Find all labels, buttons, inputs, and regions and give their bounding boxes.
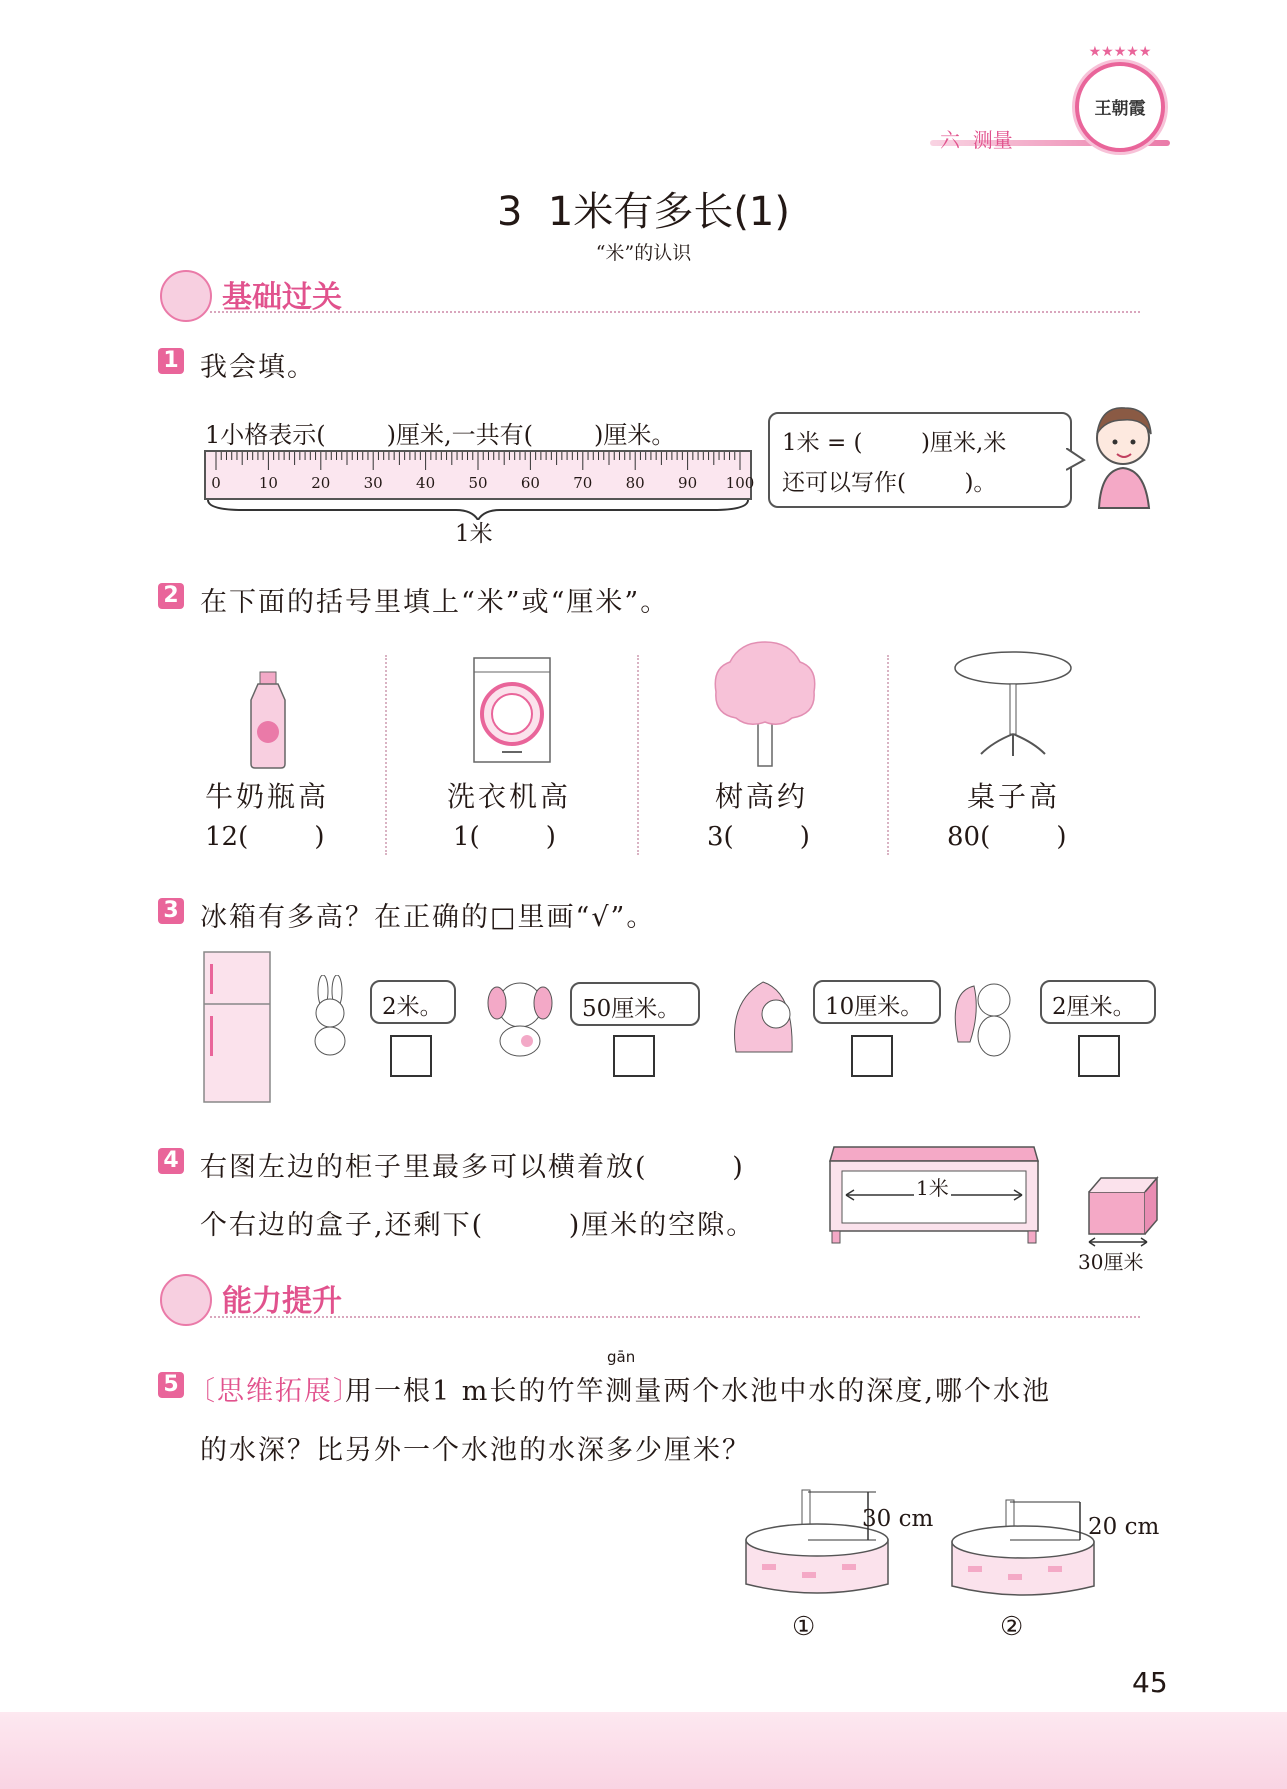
question-5-line-2: 的水深？比另外一个水池的水深多少厘米？	[200, 1435, 751, 1466]
bubble-line-2: 还可以写作( )。	[782, 470, 997, 496]
section-title-advanced: 能力提升	[222, 1284, 342, 1319]
ruler-tick-label: 0	[211, 474, 221, 492]
option-text-4: 2厘米。	[1052, 994, 1136, 1020]
ruler-tick-label: 80	[625, 474, 645, 492]
ruler	[204, 450, 755, 500]
item-label-milk: 牛奶瓶高	[205, 780, 330, 813]
thinking-extension-tag: 〔思维拓展〕	[188, 1376, 362, 1407]
item-value-milk: 12( )	[205, 822, 325, 852]
answer-checkbox-2[interactable]	[613, 1035, 655, 1077]
washing-machine-icon	[472, 656, 552, 766]
brace-label: 1米	[455, 521, 493, 547]
ruler-tick-label: 20	[311, 474, 331, 492]
speech-bubble	[768, 412, 1072, 508]
pool-1-label: ①	[792, 1612, 816, 1642]
ruler-tick-label: 60	[520, 474, 540, 492]
pool-2-label: ②	[1000, 1612, 1024, 1642]
box-icon	[1087, 1172, 1159, 1242]
item-label-washer: 洗衣机高	[447, 780, 572, 813]
squirrel-icon	[950, 972, 1022, 1062]
table-icon	[953, 650, 1073, 760]
ruler-tick-label: 70	[573, 474, 593, 492]
page-subtitle: “米”的认识	[595, 242, 692, 264]
answer-checkbox-1[interactable]	[390, 1035, 432, 1077]
logo-text: 王朝霞	[1094, 99, 1146, 119]
option-bubble-1	[370, 980, 456, 1024]
item-divider	[385, 655, 387, 855]
question-1-prompt: 我会填。	[200, 352, 316, 383]
unit-label: 六 测量	[940, 128, 1013, 152]
tree-icon	[710, 638, 820, 768]
answer-checkbox-4[interactable]	[1078, 1035, 1120, 1077]
item-label-table: 桌子高	[967, 780, 1061, 813]
option-bubble-2	[570, 982, 700, 1026]
option-text-2: 50厘米。	[582, 996, 681, 1022]
brand-logo	[1075, 44, 1165, 152]
ruler-tick-label: 100	[725, 474, 755, 492]
section-icon-basic	[160, 270, 212, 322]
rabbit-icon	[305, 975, 355, 1057]
ruler-tick-label: 30	[363, 474, 383, 492]
footer-band	[0, 1712, 1287, 1789]
option-bubble-4	[1040, 980, 1156, 1024]
section-divider	[210, 1316, 1140, 1318]
question-5-line-1: 用一根1 m长的竹竿测量两个水池中水的深度,哪个水池	[345, 1376, 1051, 1407]
option-bubble-3	[813, 980, 941, 1024]
item-value-tree: 3( )	[707, 822, 810, 852]
section-title-basic: 基础过关	[222, 280, 342, 315]
page-title: 3 1米有多长(1)	[497, 189, 790, 235]
option-text-1: 2米。	[382, 994, 443, 1020]
question-number-2: 2	[158, 583, 184, 609]
question-4-line-2: 个右边的盒子,还剩下( )厘米的空隙。	[200, 1210, 756, 1241]
bubble-line-1: 1米 = ( )厘米,米	[782, 430, 1007, 456]
question-number-3: 3	[158, 898, 184, 924]
pool-2-measurement: 20 cm	[1088, 1514, 1160, 1540]
ruler-caption: 1小格表示( )厘米,一共有( )厘米。	[205, 421, 676, 449]
answer-checkbox-3[interactable]	[851, 1035, 893, 1077]
question-number-5: 5	[158, 1372, 184, 1398]
item-value-washer: 1( )	[453, 822, 556, 852]
item-divider	[887, 655, 889, 855]
fridge-icon	[202, 950, 272, 1105]
box-width-label: 30厘米	[1078, 1250, 1144, 1274]
hedgehog-icon	[728, 972, 798, 1060]
section-divider	[210, 311, 1140, 313]
boy-character-icon	[1083, 400, 1163, 510]
ruler-tick-label: 40	[416, 474, 436, 492]
item-label-tree: 树高约	[715, 780, 809, 813]
pool-2-depth-marker	[1010, 1500, 1082, 1542]
puppy-icon	[485, 975, 555, 1059]
question-number-1: 1	[158, 348, 184, 374]
section-icon-advanced	[160, 1274, 212, 1326]
pinyin-annotation: gān	[607, 1348, 636, 1366]
pool-1-measurement: 30 cm	[862, 1506, 934, 1532]
star-icon: ★★★★★	[1088, 44, 1152, 60]
question-4-line-1: 右图左边的柜子里最多可以横着放( )	[200, 1152, 745, 1183]
item-divider	[637, 655, 639, 855]
question-2-prompt: 在下面的括号里填上“米”或“厘米”。	[200, 587, 670, 618]
page-number: 45	[1132, 1666, 1168, 1699]
milk-bottle-icon	[245, 670, 291, 770]
ruler-tick-label: 50	[468, 474, 488, 492]
question-3-prompt: 冰箱有多高？在正确的□里画“√”。	[200, 902, 656, 933]
ruler-tick-label: 10	[258, 474, 278, 492]
ruler-tick-label: 90	[678, 474, 698, 492]
option-text-3: 10厘米。	[825, 994, 924, 1020]
item-value-table: 80( )	[947, 822, 1067, 852]
cabinet-length-label: 1米	[914, 1172, 951, 1201]
question-number-4: 4	[158, 1148, 184, 1174]
